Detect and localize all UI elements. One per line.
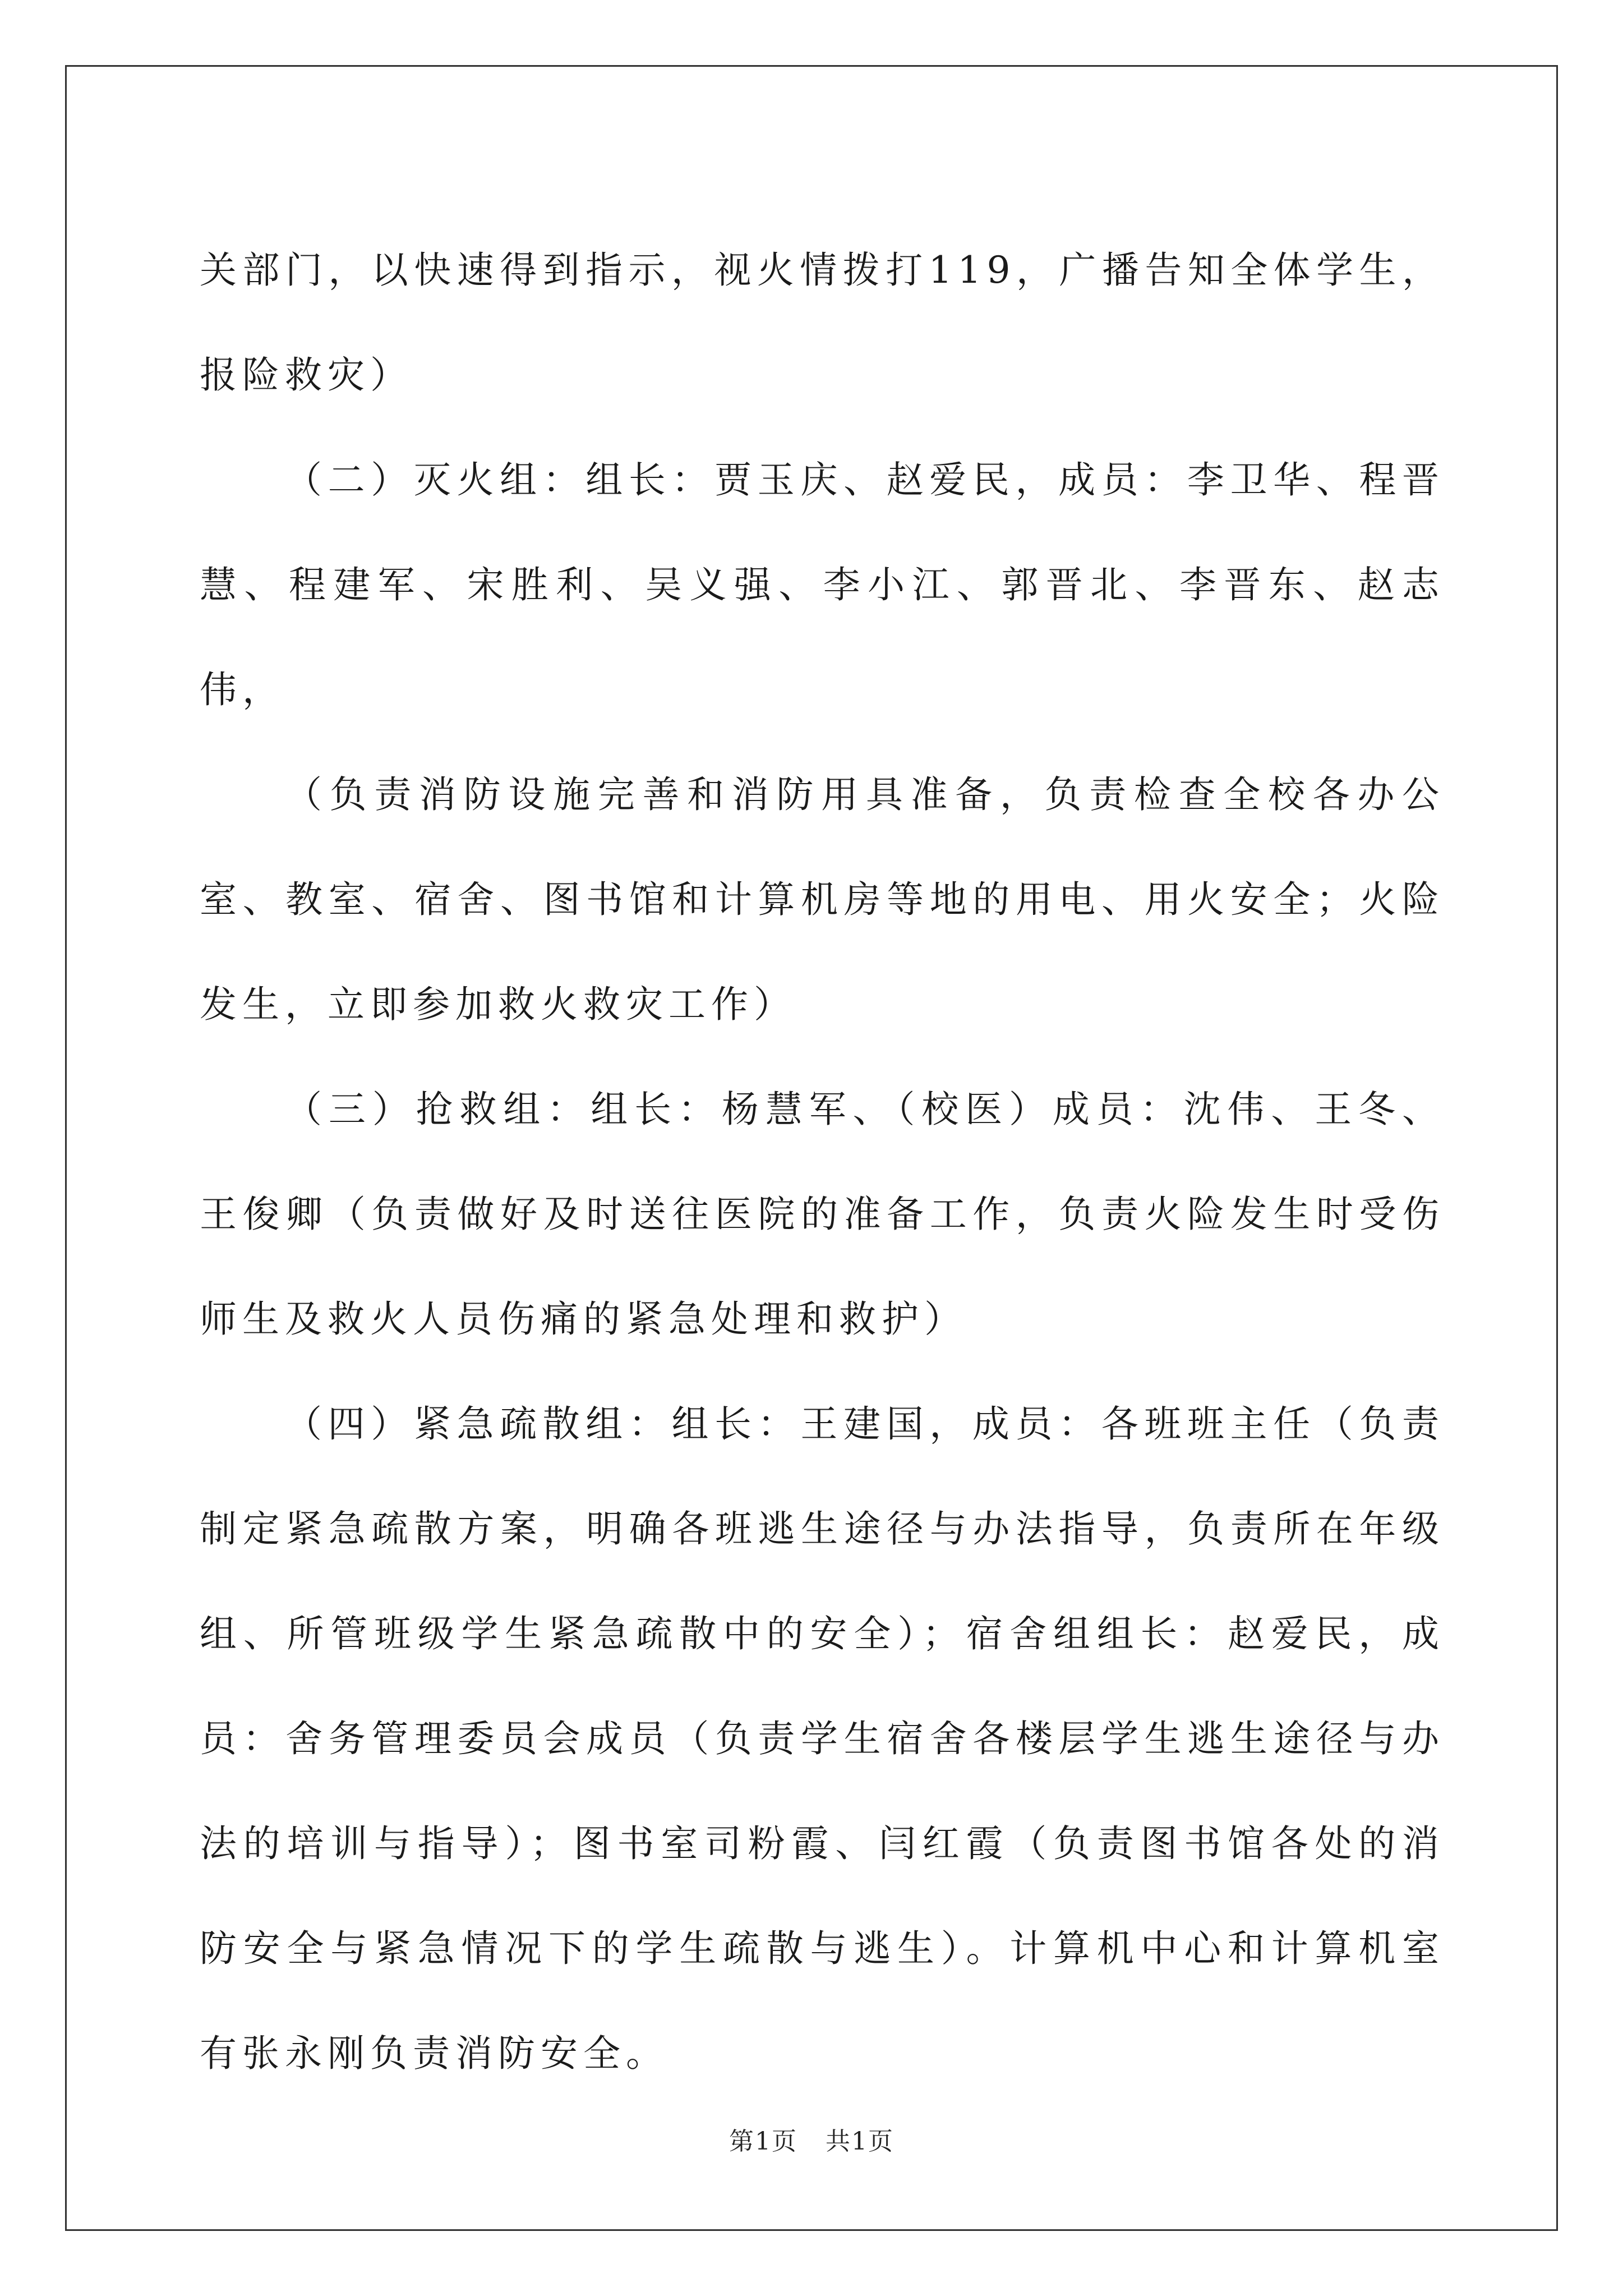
paragraph-2: （二）灭火组：组长：贾玉庆、赵爱民，成员：李卫华、程晋慧、程建军、宋胜利、吴义强、李小江、郭晋北、李晋东、赵志伟， [200,458,1445,711]
page-number: 第1页 [729,2127,797,2156]
paragraph-5: （四）紧急疏散组：组长：王建国，成员：各班班主任（负责制定紧急疏散方案，明确各班逃生途径与办法指导，负责所在年级组、所管班级学生紧急疏散中的安全）；宿舍组组长：赵爱民，成员：舍务管理委员会成员（负责学生宿舍各楼层学生逃生途径与办法的培训与指导）；图书室司粉霞、闫红霞（负责图书馆各处的消防安全与紧急情况下的学生疏散与逃生）。计算机中心和计算机室有张永刚负责消防安全。 [200,1402,1445,2075]
document-body [200,218,1445,2106]
page-total: 共1页 [826,2127,894,2156]
paragraph-4: （三）抢救组：组长：杨慧军、（校医）成员：沈伟、王冬、王俊卿（负责做好及时送往医院的准备工作，负责火险发生时受伤师生及救火人员伤痛的紧急处理和救护） [200,1088,1445,1341]
paragraph-3: （负责消防设施完善和消防用具准备，负责检查全校各办公室、教室、宿舍、图书馆和计算机房等地的用电、用火安全；火险发生，立即参加救火救灾工作） [200,773,1445,1026]
paragraph-1: 关部门，以快速得到指示，视火情拨打119，广播告知全体学生，报险救灾） [200,249,1445,397]
page-footer [0,2125,1623,2159]
